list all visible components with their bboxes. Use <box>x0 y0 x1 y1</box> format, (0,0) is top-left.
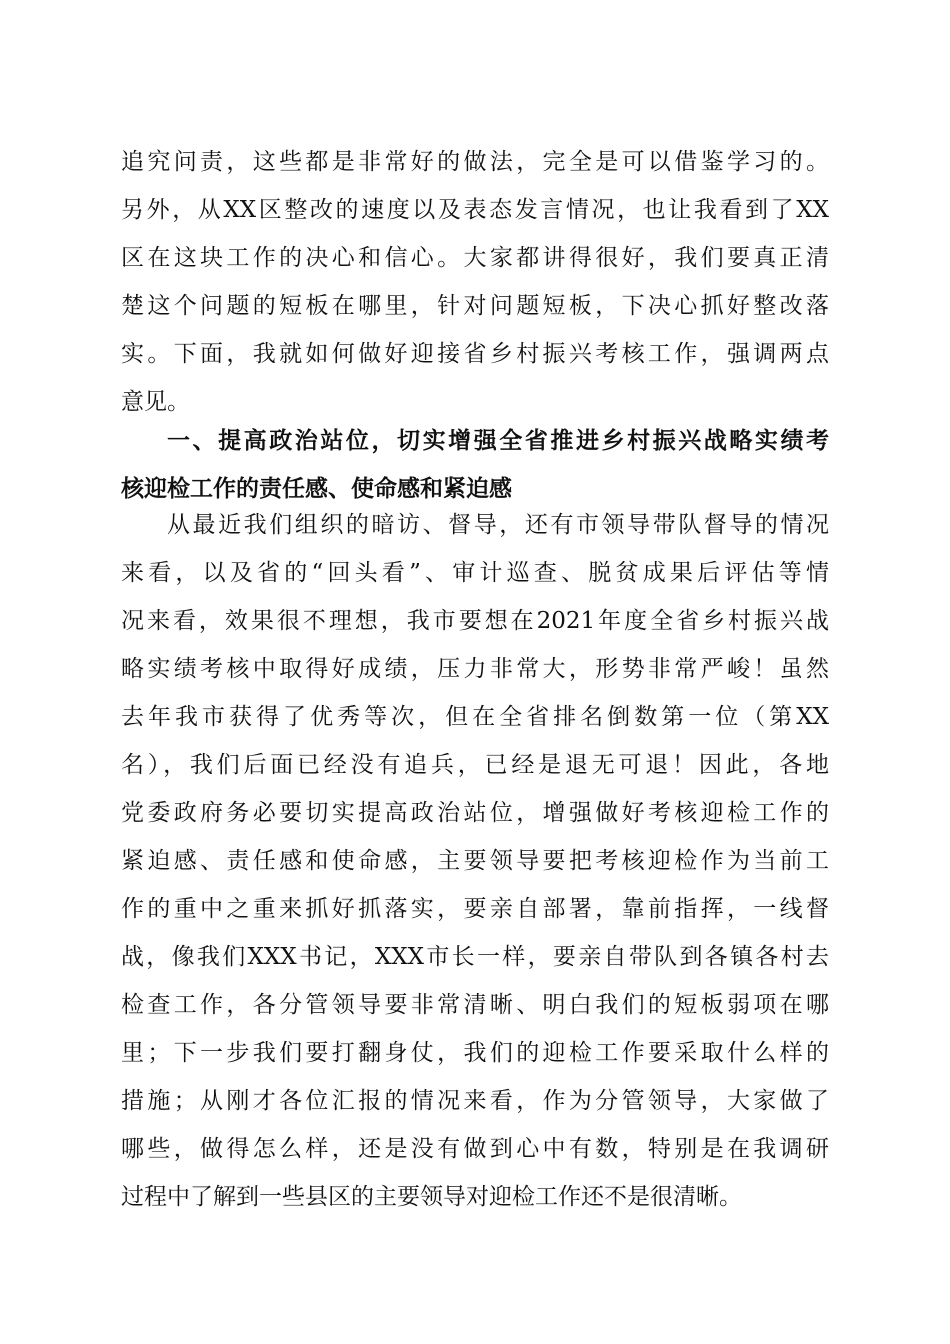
paragraph-line: 略实绩考核中取得好成绩，压力非常大，形势非常严峻！虽然 <box>121 656 829 682</box>
paragraph-line: 况来看，效果很不理想，我市要想在2021年度全省乡村振兴战 <box>121 608 829 634</box>
paragraph-line: 追究问责，这些都是非常好的做法，完全是可以借鉴学习的。 <box>121 149 829 175</box>
paragraph-2 <box>121 501 829 1221</box>
paragraph-line: 作的重中之重来抓好抓落实，要亲自部署，靠前指挥，一线督 <box>121 896 829 922</box>
paragraph-line: 去年我市获得了优秀等次，但在全省排名倒数第一位（第XX <box>121 704 829 730</box>
paragraph-line: 意见。 <box>121 389 190 415</box>
paragraph-line: 楚这个问题的短板在哪里，针对问题短板，下决心抓好整改落 <box>121 293 829 319</box>
paragraph-line: 区在这块工作的决心和信心。大家都讲得很好，我们要真正清 <box>121 245 829 271</box>
paragraph-line: 来看，以及省的“回头看”、审计巡查、脱贫成果后评估等情 <box>121 560 829 586</box>
paragraph-line: 战，像我们XXX书记，XXX市长一样，要亲自带队到各镇各村去 <box>121 944 829 970</box>
heading-line: 一、提高政治站位，切实增强全省推进乡村振兴战略实绩考 <box>167 428 829 454</box>
paragraph-1 <box>121 138 829 426</box>
section-heading-1 <box>121 417 829 513</box>
paragraph-line: 紧迫感、责任感和使命感，主要领导要把考核迎检作为当前工 <box>121 848 829 874</box>
paragraph-line: 检查工作，各分管领导要非常清晰、明白我们的短板弱项在哪 <box>121 992 829 1018</box>
paragraph-line: 实。下面，我就如何做好迎接省乡村振兴考核工作，强调两点 <box>121 341 829 367</box>
paragraph-line: 名），我们后面已经没有追兵，已经是退无可退！因此，各地 <box>121 752 829 778</box>
heading-line: 核迎检工作的责任感、使命感和紧迫感 <box>121 476 512 502</box>
paragraph-line: 哪些，做得怎么样，还是没有做到心中有数，特别是在我调研 <box>121 1136 829 1162</box>
paragraph-line: 党委政府务必要切实提高政治站位，增强做好考核迎检工作的 <box>121 800 829 826</box>
paragraph-line: 过程中了解到一些县区的主要领导对迎检工作还不是很清晰。 <box>121 1184 742 1210</box>
paragraph-line: 里；下一步我们要打翻身仗，我们的迎检工作要采取什么样的 <box>121 1040 829 1066</box>
paragraph-line: 另外，从XX区整改的速度以及表态发言情况，也让我看到了XX <box>121 197 829 223</box>
paragraph-line: 从最近我们组织的暗访、督导，还有市领导带队督导的情况 <box>167 512 829 538</box>
paragraph-line: 措施；从刚才各位汇报的情况来看，作为分管领导，大家做了 <box>121 1088 829 1114</box>
